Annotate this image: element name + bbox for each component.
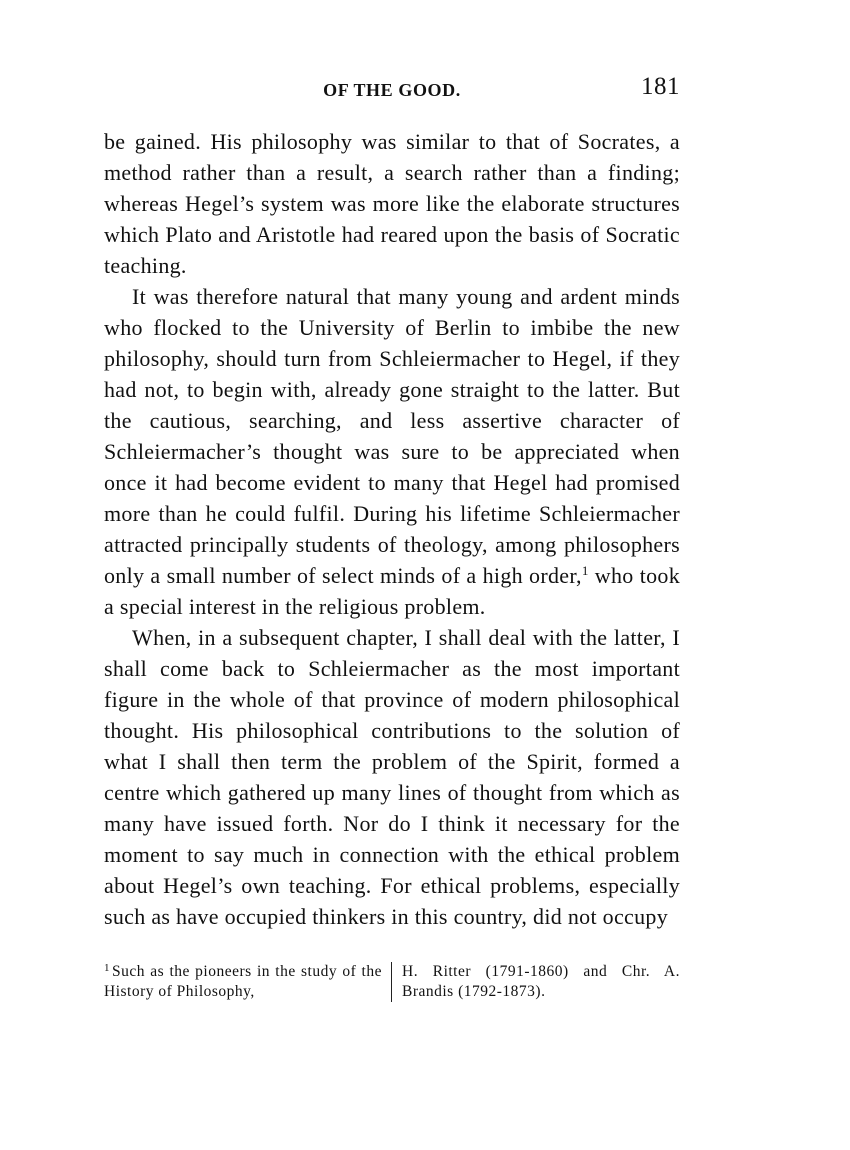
book-page <box>104 68 680 1002</box>
footnote <box>104 962 680 1002</box>
footnote-right-column <box>392 962 680 1002</box>
paragraph-3: When, in a subsequent chapter, I shall deal with the latter, I shall come back to Schleiermacher as the most important figure in the whole of that province of modern philosophical thought. His philosophical contributions to the solution of what I shall then term the problem of the Spirit, formed a centre which gathered up many lines of thought from which as many have issued forth. Nor do I think it necessary for the moment to say much in connection with the ethical problem about Hegel’s own teaching. For ethical problems, especially such as have occupied thinkers in this country, did not occupy <box>104 625 680 929</box>
paragraph-1: be gained. His philosophy was similar to that of Socrates, a method rather than a result, a search rather than a finding; whereas Hegel’s system was more like the elaborate structures which Plato and Aristotle had reared upon the basis of Socratic teaching. <box>104 129 680 278</box>
footnote-mark: 1 <box>104 962 110 974</box>
paragraph-2 <box>104 281 680 622</box>
footnote-reference-mark: 1 <box>581 563 589 578</box>
body-text <box>104 126 680 932</box>
page-number: 181 <box>641 73 680 100</box>
paragraph-2-text-before-note: It was therefore natural that many young and ardent minds who flocked to the University of Berlin to imbibe the new philosophy, should turn from Schleiermacher to Hegel, if they had not, to begin with, already gone straight to the latter. But the cautious, searching, and less assertive character of Schleiermacher’s thought was sure to be appreciated when once it had become evident to many that Hegel had promised more than he could fulfil. During his lifetime Schleiermacher attracted principally students of theology, among philosophers only a small number of select minds of a high order, <box>104 284 680 588</box>
footnote-left-column <box>104 962 392 1002</box>
paragraph-2-text-after-note: who took a special interest in the religious problem. <box>104 563 681 619</box>
running-head <box>104 68 680 108</box>
footnote-left-text: Such as the pioneers in the study of the History of Philosophy, <box>104 963 382 1000</box>
footnote-right-text: H. Ritter (1791-1860) and Chr. A. Brandis (1792-1873). <box>402 963 680 1000</box>
running-title: OF THE GOOD. <box>323 80 461 100</box>
